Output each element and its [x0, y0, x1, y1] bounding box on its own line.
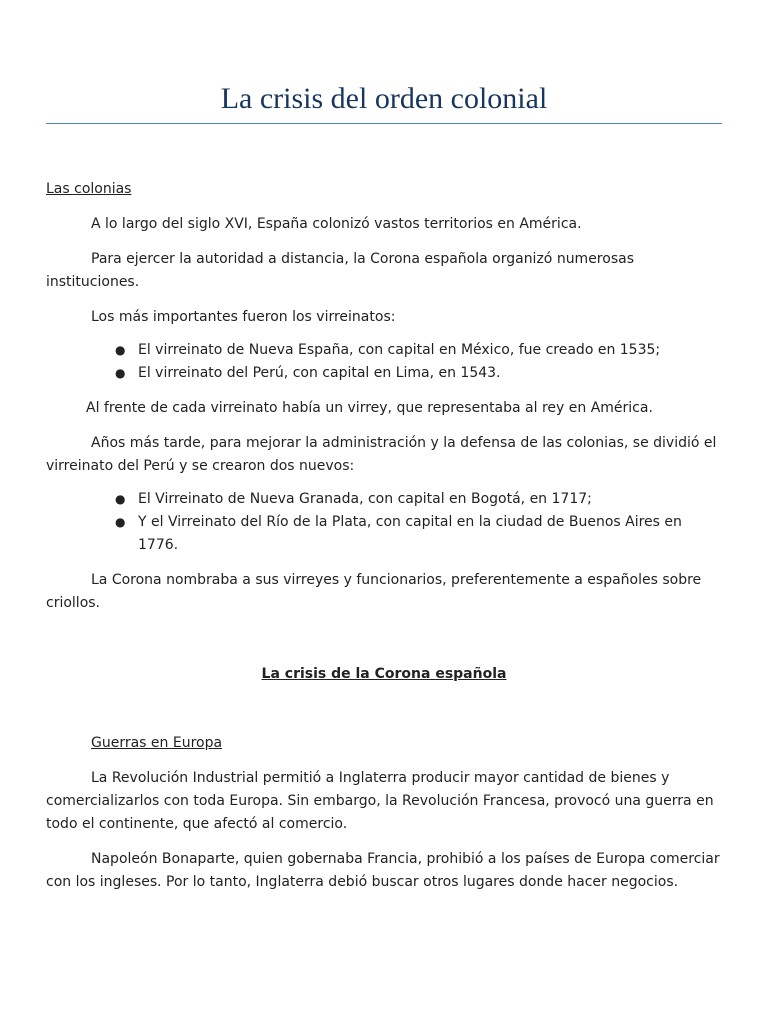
bullet-icon: ● — [115, 366, 126, 380]
title-divider — [46, 123, 722, 124]
section-heading-colonias: Las colonias — [46, 181, 132, 197]
bullet-icon: ● — [115, 343, 126, 357]
paragraph: Al frente de cada virreinato había un virrey, que representaba al rey en América. — [86, 400, 653, 416]
section-heading-crisis: La crisis de la Corona española — [261, 666, 507, 682]
list-item-text: El virreinato del Perú, con capital en Lima, en 1543. — [138, 365, 501, 381]
list-item — [115, 488, 722, 511]
bullet-icon: ● — [115, 515, 126, 529]
paragraph: Para ejercer la autoridad a distancia, la Corona española organizó numerosas instituciones. — [46, 251, 634, 290]
list-item-text: Y el Virreinato del Río de la Plata, con capital en la ciudad de Buenos Aires en 1776. — [138, 514, 682, 553]
page-title: La crisis del orden colonial — [220, 82, 548, 115]
virreinatos-list — [46, 339, 722, 385]
bullet-icon: ● — [115, 492, 126, 506]
document-page — [46, 0, 722, 894]
paragraph: Napoleón Bonaparte, quien gobernaba Francia, prohibió a los países de Europa comerciar con los ingleses. Por lo tanto, Inglaterra debió buscar otros lugares donde hacer negocios. — [46, 851, 720, 890]
paragraph: A lo largo del siglo XVI, España colonizó vastos territorios en América. — [91, 216, 582, 232]
paragraph: Los más importantes fueron los virreinatos: — [91, 309, 396, 325]
paragraph: La Corona nombraba a sus virreyes y funcionarios, preferentemente a españoles sobre criollos. — [46, 572, 702, 611]
list-item-text: El Virreinato de Nueva Granada, con capital en Bogotá, en 1717; — [138, 491, 592, 507]
paragraph: Años más tarde, para mejorar la administración y la defensa de las colonias, se dividió el virreinato del Perú y se crearon dos nuevos: — [46, 435, 717, 474]
list-item — [115, 362, 722, 385]
paragraph: La Revolución Industrial permitió a Inglaterra producir mayor cantidad de bienes y comercializarlos con toda Europa. Sin embargo, la Revolución Francesa, provocó una guerra en todo el continente, que afectó al comercio. — [46, 770, 714, 832]
list-item — [115, 511, 722, 557]
list-item — [115, 339, 722, 362]
nuevos-virreinatos-list — [46, 488, 722, 557]
list-item-text: El virreinato de Nueva España, con capital en México, fue creado en 1535; — [138, 342, 661, 358]
subheading-guerras: Guerras en Europa — [91, 735, 223, 751]
